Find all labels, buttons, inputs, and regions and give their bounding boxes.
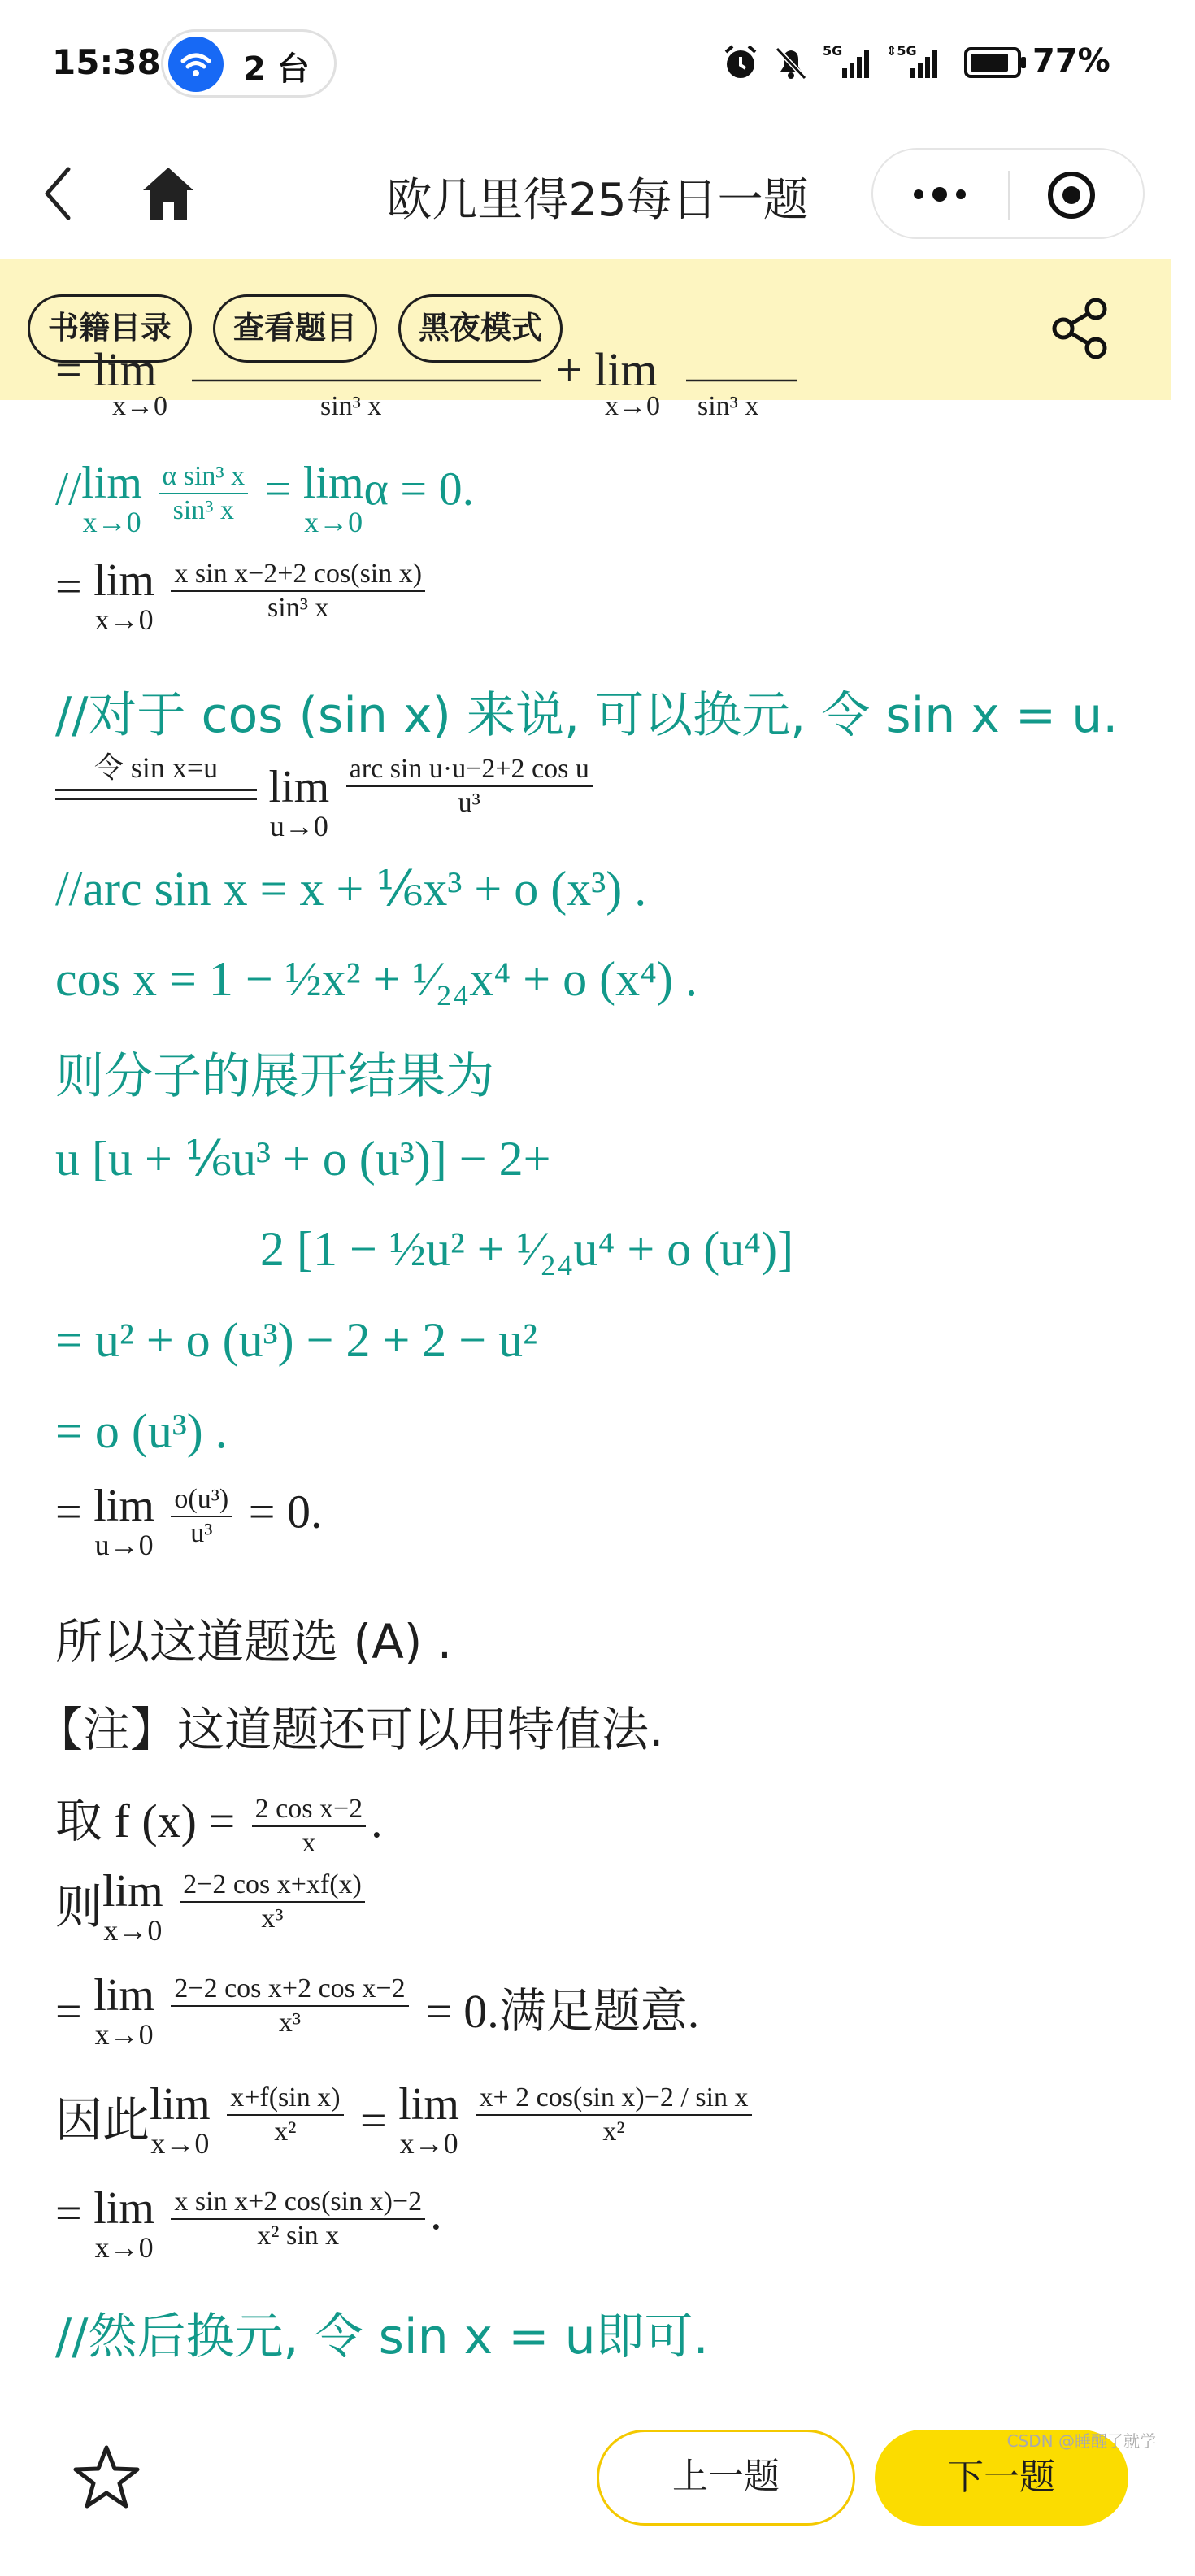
step-line: // lim x→0 $\frac{\text{α sin³ x}}{\text{sin³ x}}$ = lim x→0 α = 0.: [55, 458, 475, 538]
status-bar: [0, 0, 1171, 130]
answer-line: 所以这道题选 (A) .: [55, 1614, 453, 1669]
fraction: $\frac{\text{2−2 cos x+2 cos x−2}}{\text{x³}}$: [171, 1973, 408, 2039]
svg-text:⇕5G: ⇕5G: [886, 43, 917, 59]
svg-text:5G: 5G: [823, 43, 843, 59]
limit: lim x→0: [398, 2079, 459, 2160]
fraction: $\frac{\text{arc sin u·u−2+2 cos u}}{\text{u³}}$: [346, 753, 593, 820]
catalog-button[interactable]: 书籍目录: [28, 294, 192, 363]
hotspot-pill[interactable]: [161, 29, 337, 98]
mute-icon: [772, 44, 810, 81]
svg-text:sin³ x: sin³ x: [697, 391, 759, 421]
fraction: $\frac{\text{x+ 2 cos(sin x)−2 / sin x}}{\text{x²}}$: [476, 2082, 751, 2148]
note-line: 【注】这道题还可以用特值法.: [36, 1702, 664, 1757]
svg-text:= lim: = lim: [55, 343, 157, 396]
signal-5g-icon: [823, 44, 875, 81]
limit: lim x→0: [93, 2183, 154, 2264]
watermark: CSDN @睡醒了就学: [1006, 2431, 1156, 2451]
more-dots-icon[interactable]: [909, 174, 974, 215]
fraction: $\frac{\text{α sin³ x}}{\text{sin³ x}}$: [159, 460, 248, 527]
fraction: $\frac{\text{x sin x+2 cos(sin x)−2}}{\text{x² sin x}}$: [171, 2186, 425, 2252]
expansion-line: 2 [1 − ½u² + ¹⁄₂₄u⁴ + o (u⁴)]: [260, 1222, 794, 1276]
fraction: $\frac{\text{2 cos x−2}}{x}$: [252, 1793, 367, 1860]
page-title: 欧几里得25每日一题: [386, 174, 809, 227]
cut-off-line: [55, 343, 868, 436]
comment-line: 则分子的展开结果为: [55, 1048, 494, 1105]
step-line: = lim x→0 $\frac{\text{x sin x+2 cos(sin x)−2}}{\text{x² sin x}}$ .: [55, 2183, 442, 2264]
expansion-line: = o (u³) .: [55, 1404, 228, 1458]
target-circle-icon[interactable]: [1045, 169, 1097, 221]
nav-bar: [0, 130, 1171, 260]
alarm-icon: [722, 44, 759, 81]
svg-text:x→0: x→0: [112, 391, 167, 421]
step-line: = lim u→0 $\frac{\text{o(u³)}}{\text{u³}}$ = 0.: [55, 1481, 323, 1561]
limit: lim x→0: [302, 458, 364, 538]
bottom-bar: [0, 2376, 1171, 2576]
comment-line: //然后换元, 令 sin x = u即可.: [55, 2308, 709, 2365]
substitution-mark: 令 sin x=u: [55, 751, 257, 800]
step-line: 取 f (x) = $\frac{\text{2 cos x−2}}{x}$ .: [55, 1793, 383, 1858]
share-icon[interactable]: [1049, 296, 1114, 361]
signal-5g-icon: [886, 44, 945, 81]
step-line: 则 lim x→0 $\frac{\text{2−2 cos x+xf(x)}}{\text{x³}}$: [55, 1869, 370, 1945]
step-line: 因此 lim x→0 $\frac{\text{x+f(sin x)}}{\text{x²}}$ = lim x→0 $\frac{\text{x+ 2 cos(sin x)−2 / sin x}}{\text{x²}}$: [55, 2082, 757, 2158]
fraction: $\frac{\text{o(u³)}}{\text{u³}}$: [171, 1483, 232, 1550]
star-icon[interactable]: [72, 2443, 141, 2513]
mini-program-capsule: [871, 148, 1145, 239]
step-line: = lim x→0 $\frac{\text{x sin x−2+2 cos(sin x)}}{\text{sin³ x}}$: [55, 558, 430, 634]
limit: lim x→0: [93, 555, 154, 636]
limit: lim x→0: [81, 458, 142, 538]
svg-text:x→0: x→0: [605, 391, 660, 421]
expansion-line: u [u + ⅙u³ + o (u³)] − 2+: [55, 1132, 551, 1186]
battery-percent: 77%: [1032, 42, 1110, 80]
comment-line: //对于 cos (sin x) 来说, 可以换元, 令 sin x = u.: [55, 687, 1119, 744]
next-question-button[interactable]: 下一题: [875, 2430, 1128, 2526]
battery-icon: [964, 44, 1029, 81]
limit: lim x→0: [93, 1970, 154, 2051]
capsule-divider: [1008, 171, 1010, 220]
fraction: $\frac{\text{2−2 cos x+xf(x)}}{\text{x³}}$: [180, 1869, 365, 1935]
previous-question-button[interactable]: 上一题: [597, 2430, 855, 2526]
limit: lim u→0: [93, 1481, 154, 1561]
step-line: [55, 751, 598, 841]
svg-text:+ lim: + lim: [556, 343, 658, 396]
fraction: $\frac{\text{x+f(sin x)}}{\text{x²}}$: [227, 2082, 343, 2148]
hotspot-count: 2 台: [243, 50, 310, 88]
hotspot-icon: [168, 37, 224, 92]
expansion-line: = u² + o (u³) − 2 + 2 − u²: [55, 1313, 538, 1367]
solution-content: [0, 343, 1171, 2376]
limit: lim x→0: [150, 2079, 211, 2160]
comment-prefix: //: [55, 462, 82, 516]
expansion-line: //arc sin x = x + ⅙x³ + o (x³) .: [55, 862, 647, 916]
dark-mode-button[interactable]: 黑夜模式: [398, 294, 563, 363]
step-line: = lim x→0 $\frac{\text{2−2 cos x+2 cos x−2}}{\text{x³}}$ = 0.满足题意.: [55, 1970, 700, 2051]
clock: 15:38: [52, 42, 161, 82]
view-question-button[interactable]: 查看题目: [213, 294, 377, 363]
expansion-line: cos x = 1 − ½x² + ¹⁄₂₄x⁴ + o (x⁴) .: [55, 952, 697, 1006]
svg-text:sin³ x: sin³ x: [320, 391, 382, 421]
limit: lim x→0: [102, 1866, 163, 1947]
fraction: $\frac{\text{x sin x−2+2 cos(sin x)}}{\text{sin³ x}}$: [171, 558, 425, 624]
limit: lim u→0: [268, 762, 330, 842]
